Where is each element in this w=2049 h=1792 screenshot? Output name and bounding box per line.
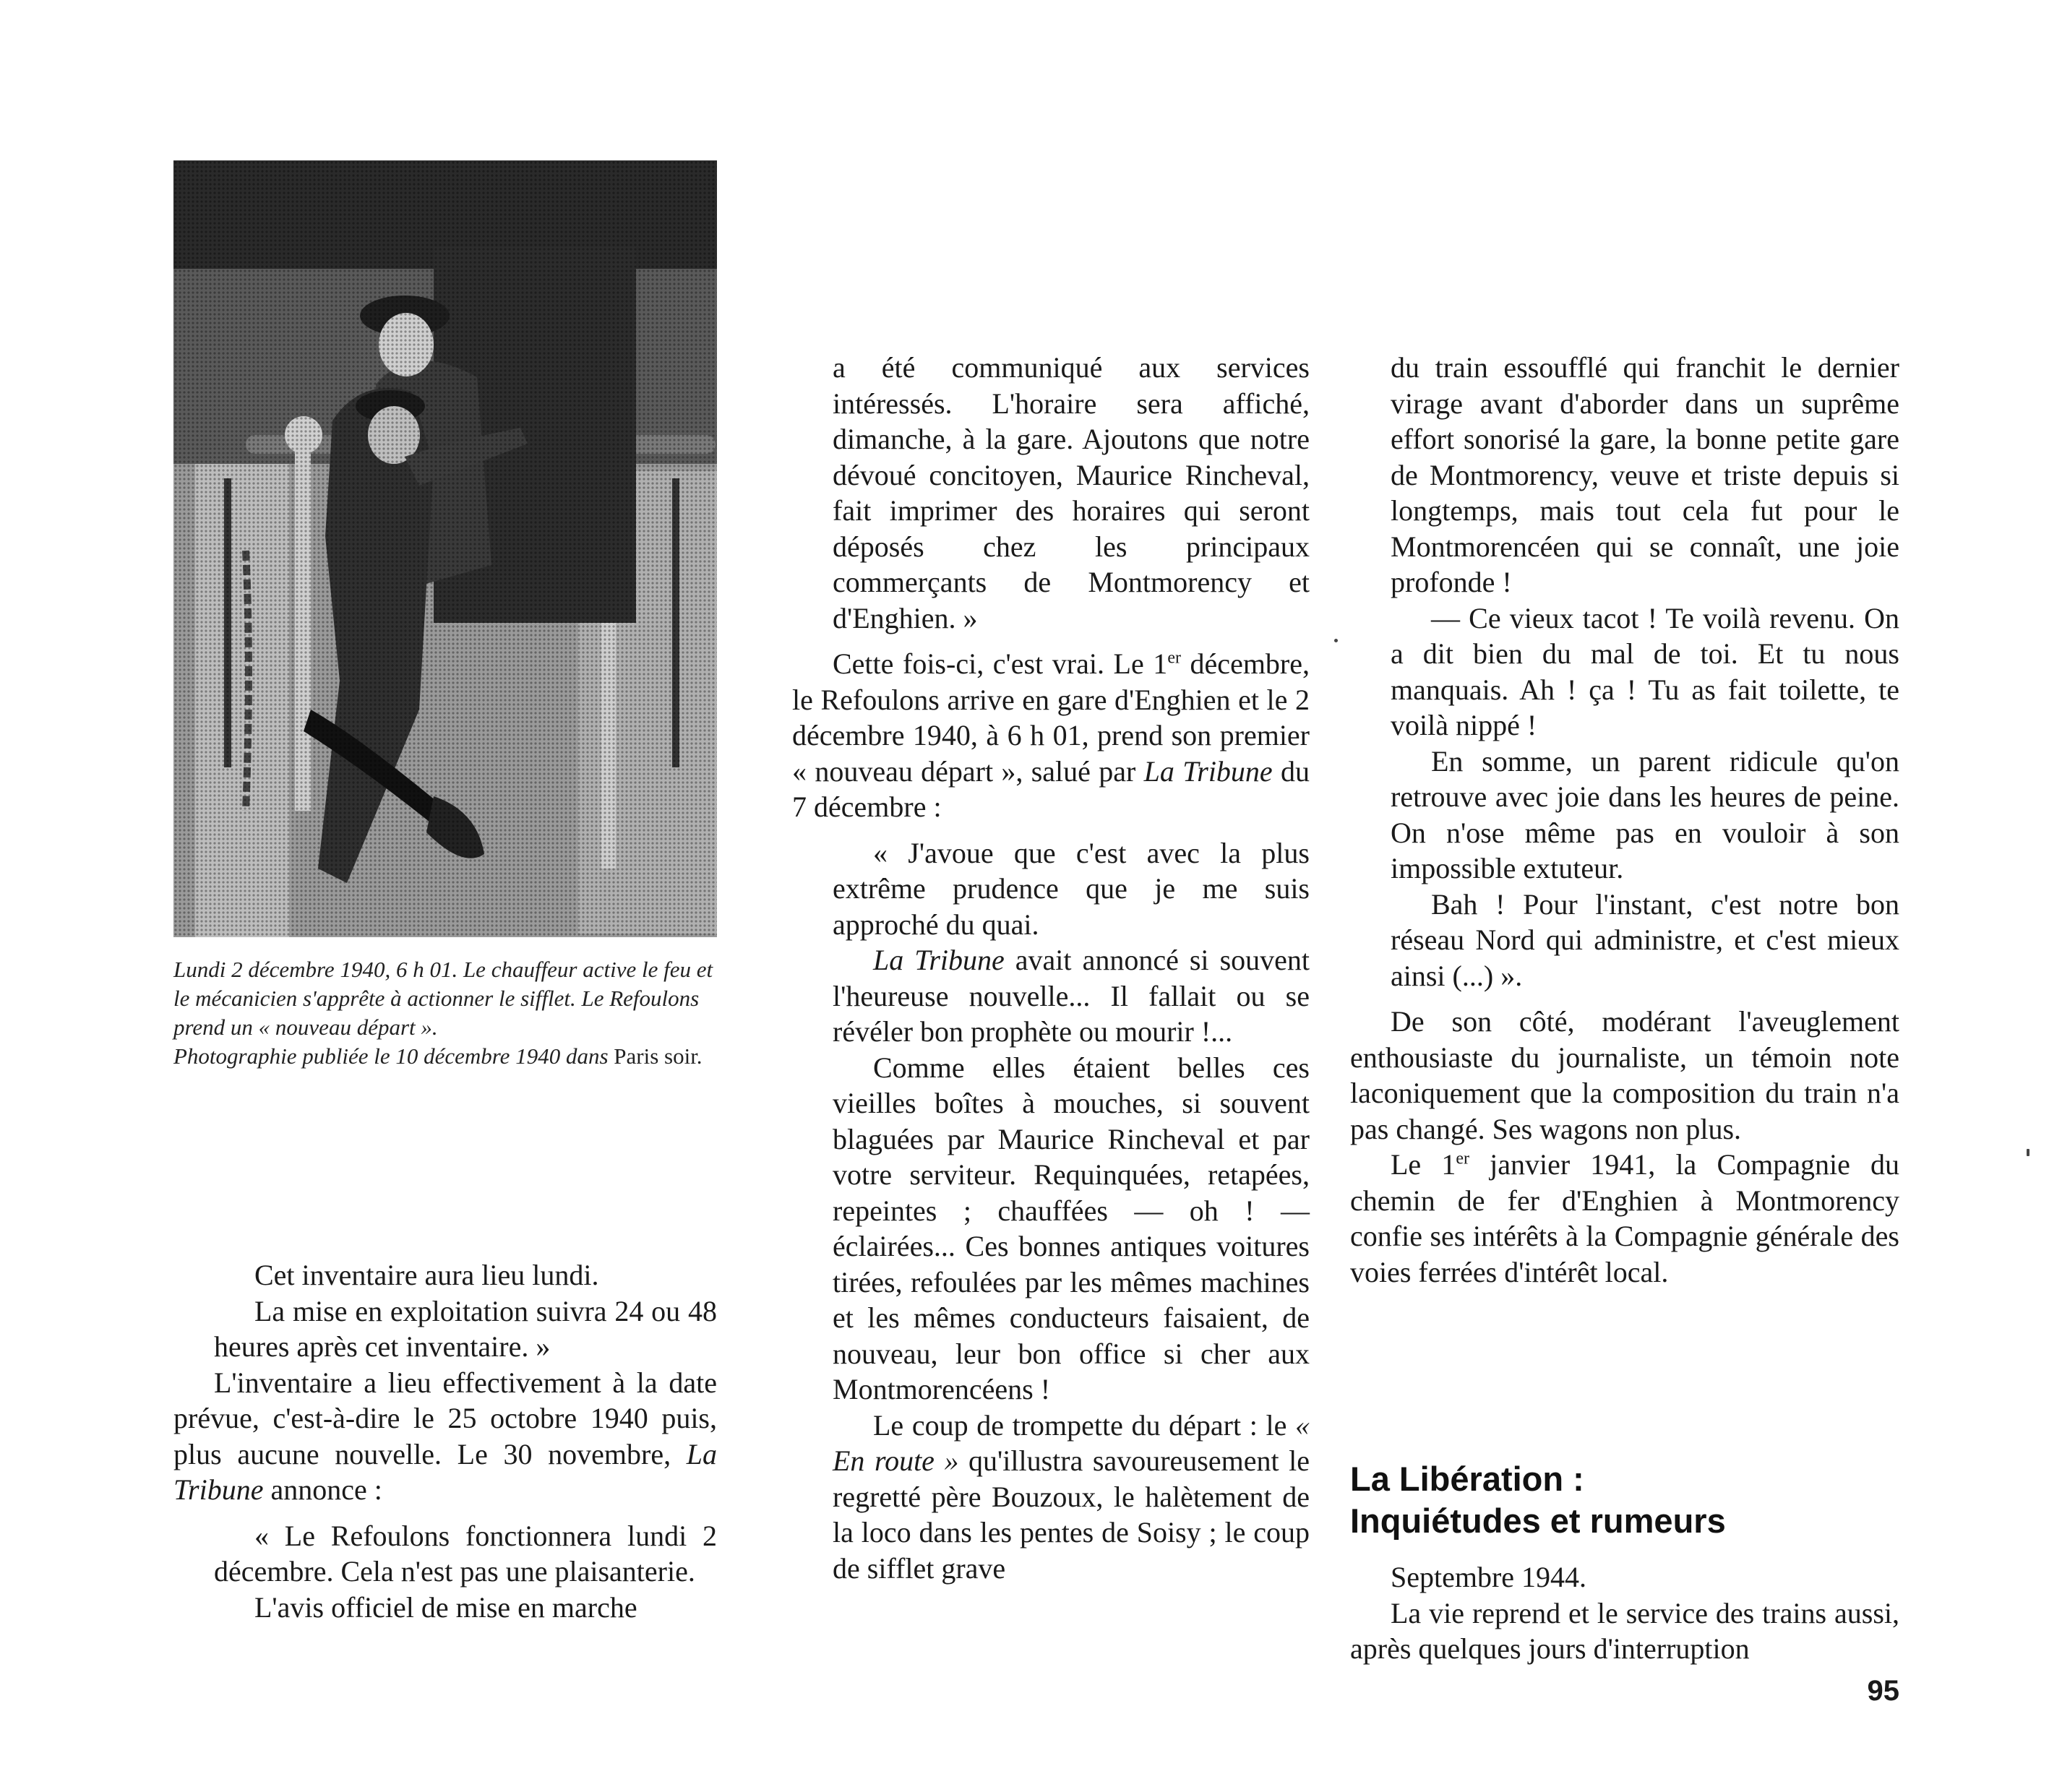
superscript: er (1167, 648, 1181, 668)
page-number: 95 (1867, 1675, 1899, 1707)
text-run: janvier 1941, la Compagnie du chemin de fer d'Enghien à Montmorency confie ses intérêts à la Compagnie générale des voies ferrées d'intérêt local. (1350, 1148, 1899, 1288)
publication-title: La Tribune (173, 1437, 717, 1506)
publication-title: La Tribune (873, 944, 1005, 976)
body-paragraph: De son côté, modérant l'aveuglement enthousiaste du journaliste, un témoin note laconiquement que la composition du train n'a pas changé. Ses wagons non plus. (1350, 1005, 1899, 1145)
text-run: L'inventaire a lieu effectivement à la date prévue, c'est-à-dire le 25 octobre 1940 puis, plus aucune nouvelle. Le 30 novembre, (173, 1366, 717, 1470)
column-3 (1350, 350, 1899, 1290)
quote-paragraph: En somme, un parent ridicule qu'on retrouve avec joie dans les heures de peine. On n'ose même pas en vouloir à son impossible extuteur. (1391, 744, 1899, 884)
body-paragraph (173, 1365, 717, 1508)
text-run: annonce : (263, 1473, 382, 1506)
text-run: avait annoncé si souvent l'heureuse nouvelle... Il fallait ou se révéler bon prophète ou mourir !... (833, 944, 1310, 1048)
quote-paragraph: Cet inventaire aura lieu lundi. (254, 1259, 599, 1291)
column-1 (173, 1257, 717, 1625)
text-run: décembre, le Refoulons arrive en gare d'Enghien et le 2 décembre 1940, à 6 h 01, prend son premier « nouveau départ », salué par (792, 647, 1310, 788)
heading-line-2: Inquiétudes et rumeurs (1350, 1502, 1726, 1540)
text-run: Cette fois-ci, c'est vrai. Le 1 (833, 647, 1168, 680)
body-paragraph (792, 646, 1310, 825)
text-run: Le coup de trompette du départ : le (873, 1408, 1295, 1442)
locomotive-cab-photo (173, 160, 717, 937)
quote-paragraph: Comme elles étaient belles ces vieilles boîtes à mouches, si souvent blaguées par Maurice Rincheval et par votre serviteur. Requinquées, retapées, repeintes ; chauffées — oh ! — éclairées... Ces bonnes antiques voitures tirées, refoulées par les mêmes machines et les mêmes conducteurs faisaient, de nouveau, leur bon office si cher aux Montmorencéens ! (833, 1051, 1310, 1405)
quote-paragraph: « Le Refoulons fonctionnera lundi 2 décembre. Cela n'est pas une plaisanterie. (214, 1519, 717, 1588)
body-paragraph: La vie reprend et le service des trains aussi, après quelques jours d'interruption (1350, 1596, 1899, 1665)
caption-credit: Photographie publiée le 10 décembre 1940 dans (173, 1043, 609, 1069)
column-3-continued (1350, 1559, 1899, 1667)
photo-caption (173, 955, 717, 1071)
quote-paragraph: du train essoufflé qui franchit le dernier virage avant d'aborder dans un suprême effort sonorisé la gare, la bonne petite gare de Montmorency, veuve et triste depuis si longtemps, mais tout cela fut pour le Montmorencéen qui se connaît, une joie profonde ! (1391, 351, 1899, 598)
quote-paragraph: — Ce vieux tacot ! Te voilà revenu. On a dit bien du mal de toi. Et tu nous manquais. Ah ! ça ! Tu as fait toilette, te voilà nippé ! (1391, 601, 1899, 741)
text-run: qu'illustra savoureusement le regretté père Bouzoux, le halètement de la loco dans les pentes de Soisy ; le coup de sifflet grave (833, 1444, 1310, 1585)
quote-paragraph (792, 942, 1310, 1050)
scan-speck (2027, 1149, 2029, 1156)
quote-paragraph: Bah ! Pour l'instant, c'est notre bon réseau Nord qui administre, et c'est mieux ainsi (...) ». (1391, 887, 1899, 992)
quoted-song-title: « En route » (833, 1408, 1310, 1477)
quote-paragraph (792, 1408, 1310, 1587)
body-paragraph (1350, 1147, 1899, 1290)
caption-credit-source: Paris soir. (614, 1043, 703, 1069)
scan-speck (1334, 639, 1338, 642)
quote-paragraph: La mise en exploitation suivra 24 ou 48 heures après cet inventaire. » (214, 1294, 717, 1363)
text-run: Le 1 (1391, 1148, 1456, 1181)
body-paragraph: Septembre 1944. (1391, 1561, 1587, 1593)
text-run: du 7 décembre : (792, 754, 1310, 823)
superscript: er (1456, 1149, 1469, 1168)
quote-paragraph: « J'avoue que c'est avec la plus extrême prudence que je me suis approché du quai. (833, 836, 1310, 941)
heading-line-1: La Libération : (1350, 1460, 1584, 1498)
caption-text: Lundi 2 décembre 1940, 6 h 01. Le chauffeur active le feu et le mécanicien s'apprête à actionner le sifflet. Le Refoulons prend un « nouveau départ ». (173, 957, 713, 1040)
column-2 (792, 350, 1310, 1586)
quote-paragraph: L'avis officiel de mise en marche (254, 1590, 637, 1624)
publication-title: La Tribune (1143, 754, 1273, 788)
quote-paragraph: a été communiqué aux services intéressés. L'horaire sera affiché, dimanche, à la gare. Ajoutons que notre dévoué concitoyen, Maurice Rincheval, fait imprimer des horaires qui seront déposés chez les principaux commerçants de Montmorency et d'Enghien. » (833, 351, 1310, 634)
photo-illustration (173, 160, 717, 937)
section-heading (1350, 1458, 1899, 1542)
